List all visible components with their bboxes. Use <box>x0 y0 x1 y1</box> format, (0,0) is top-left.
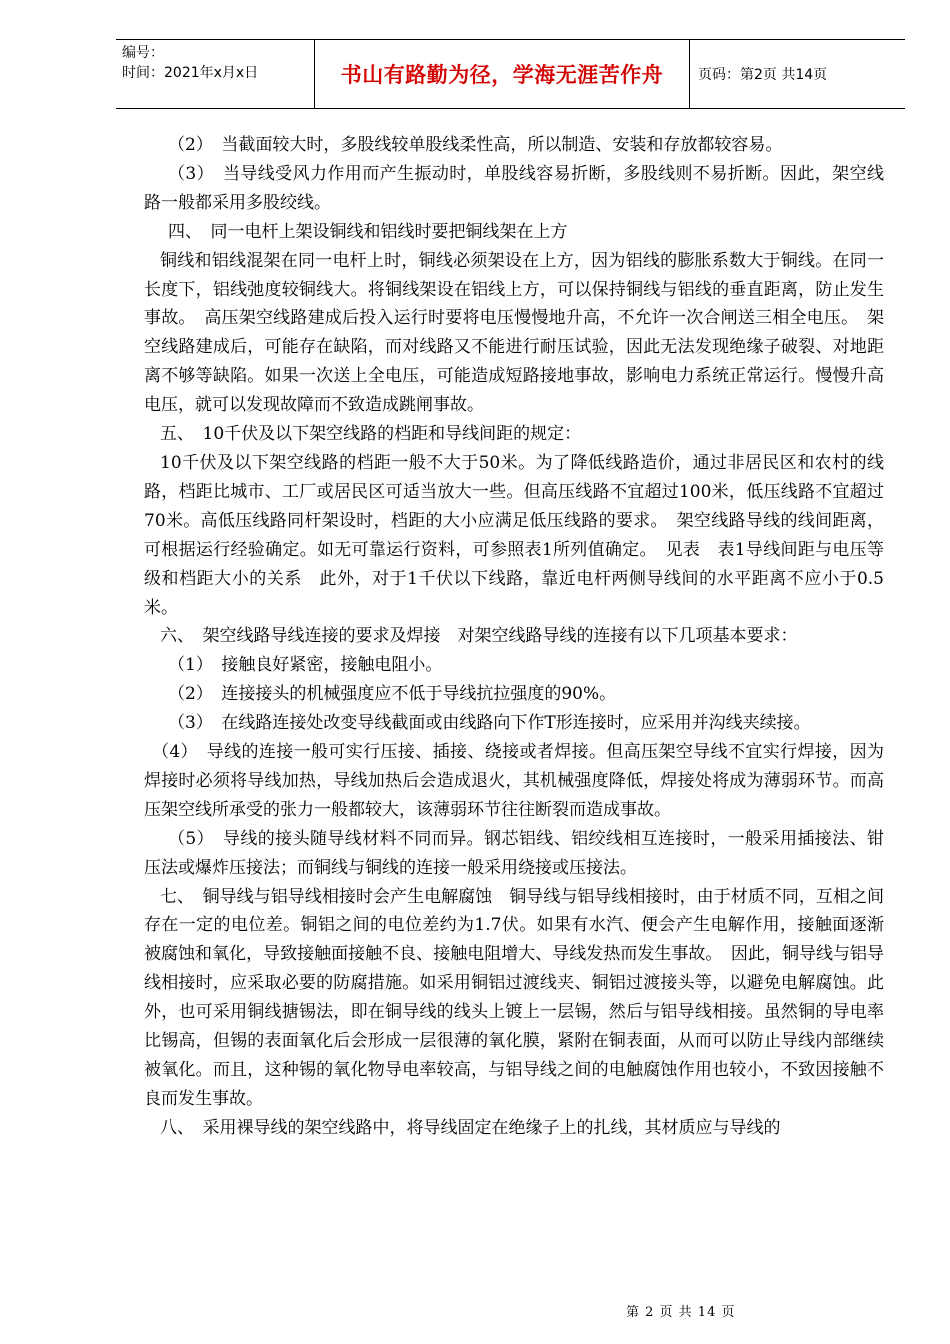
document-number-label: 编号： <box>122 45 164 61</box>
list-item: （4） 导线的连接一般可实行压接、插接、绕接或者焊接。但高压架空导线不宜实行焊接，因为焊接时必须将导线加热，导线加热后会造成退火，其机械强度降低，焊接处将成为薄弱环节。而高压架空线所承受的张力一般都较大，该薄弱环节往往断裂而造成事故。 <box>144 742 884 820</box>
list-item: （3） 在线路连接处改变导线截面或由线路向下作T形连接时，应采用并沟线夹续接。 <box>168 713 811 734</box>
header-meta <box>116 40 315 108</box>
list-item: （1） 接触良好紧密，接触电阻小。 <box>168 655 443 676</box>
paragraph: 10千伏及以下架空线路的档距一般不大于50米。为了降低线路造价，通过非居民区和农村的线路，档距比城市、工厂或居民区可适当放大一些。但高压线路不宜超过100米，低压线路不宜超过70米。高低压线路同杆架设时，档距的大小应满足低压线路的要求。 架空线路导线的线间距离，可根据运行经验确定。如无可靠运行资料，可参照表1所列值确定。 见表 表1导线间距与电压等级和档距大小的关系 此外，对于1千伏以下线路，靠近电杆两侧导线间的水平距离不应小于0.5米。 <box>144 452 884 618</box>
header-motto: 书山有路勤为径，学海无涯苦作舟 <box>315 40 690 108</box>
paragraph: （3） 当导线受风力作用而产生振动时，单股线容易折断，多股线则不易折断。因此，架空线路一般都采用多股绞线。 <box>144 163 884 213</box>
section-heading: 六、 架空线路导线连接的要求及焊接 对架空线路导线的连接有以下几项基本要求： <box>160 626 798 647</box>
header-page-info: 页码：第2页 共14页 <box>698 67 828 83</box>
page-footer: 第 2 页 共 14 页 <box>626 1305 736 1320</box>
section-heading: 五、 10千伏及以下架空线路的档距和导线间距的规定： <box>160 424 582 445</box>
paragraph: （2） 当截面较大时，多股线较单股线柔性高，所以制造、安装和存放都较容易。 <box>168 135 783 155</box>
list-item: （2） 连接接头的机械强度应不低于导线抗拉强度的90%。 <box>168 684 617 705</box>
list-item: （5） 导线的接头随导线材料不同而异。钢芯铝线、铝绞线相互连接时，一般采用插接法、钳压法或爆炸压接法；而铜线与铜线的连接一般采用绕接或压接法。 <box>144 828 884 878</box>
paragraph: 铜线和铝线混架在同一电杆上时，铜线必须架设在上方，因为铝线的膨胀系数大于铜线。在同一长度下，铝线弛度较铜线大。将铜线架设在铝线上方，可以保持铜线与铝线的垂直距离，防止发生事故。 高压架空线路建成后投入运行时要将电压慢慢地升高，不允许一次合闸送三相全电压。 架空线路建成后，可能存在缺陷，而对线路又不能进行耐压试验，因此无法发现绝缘子破裂、对地距离不够等缺陷。如果一次送上全电压，可能造成短路接地事故，影响电力系统正常运行。慢慢升高电压，就可以发现故障而不致造成跳闸事故。 <box>144 250 884 416</box>
document-header <box>116 39 905 109</box>
document-time-label: 时间：2021年x月x日 <box>122 65 259 81</box>
document-body <box>144 131 884 1143</box>
section-heading: 四、 同一电杆上架设铜线和铝线时要把铜线架在上方 <box>168 221 568 242</box>
section-heading: 八、 采用裸导线的架空线路中，将导线固定在绝缘子上的扎线，其材质应与导线的 <box>160 1117 781 1138</box>
section-heading: 七、 铜导线与铝导线相接时会产生电解腐蚀 铜导线与铝导线相接时，由于材质不同，互相之间存在一定的电位差。铜铝之间的电位差约为1.7伏。如果有水汽、便会产生电解作用，接触面逐渐被腐蚀和氧化，导致接触面接触不良、接触电阻增大、导线发热而发生事故。 因此，铜导线与铝导线相接时，应采取必要的防腐措施。如采用铜铝过渡线夹、铜铝过渡接头等，以避免电解腐蚀。此外，也可采用铜线搪锡法，即在铜导线的线头上镀上一层锡，然后与铝导线相接。虽然铜的导电率比锡高，但锡的表面氧化后会形成一层很薄的氧化膜，紧附在铜表面，从而可以防止导线内部继续被氧化。而且，这种锡的氧化物导电率较高，与铝导线之间的电触腐蚀作用也较小，不致因接触不良而发生事故。 <box>144 886 884 1109</box>
